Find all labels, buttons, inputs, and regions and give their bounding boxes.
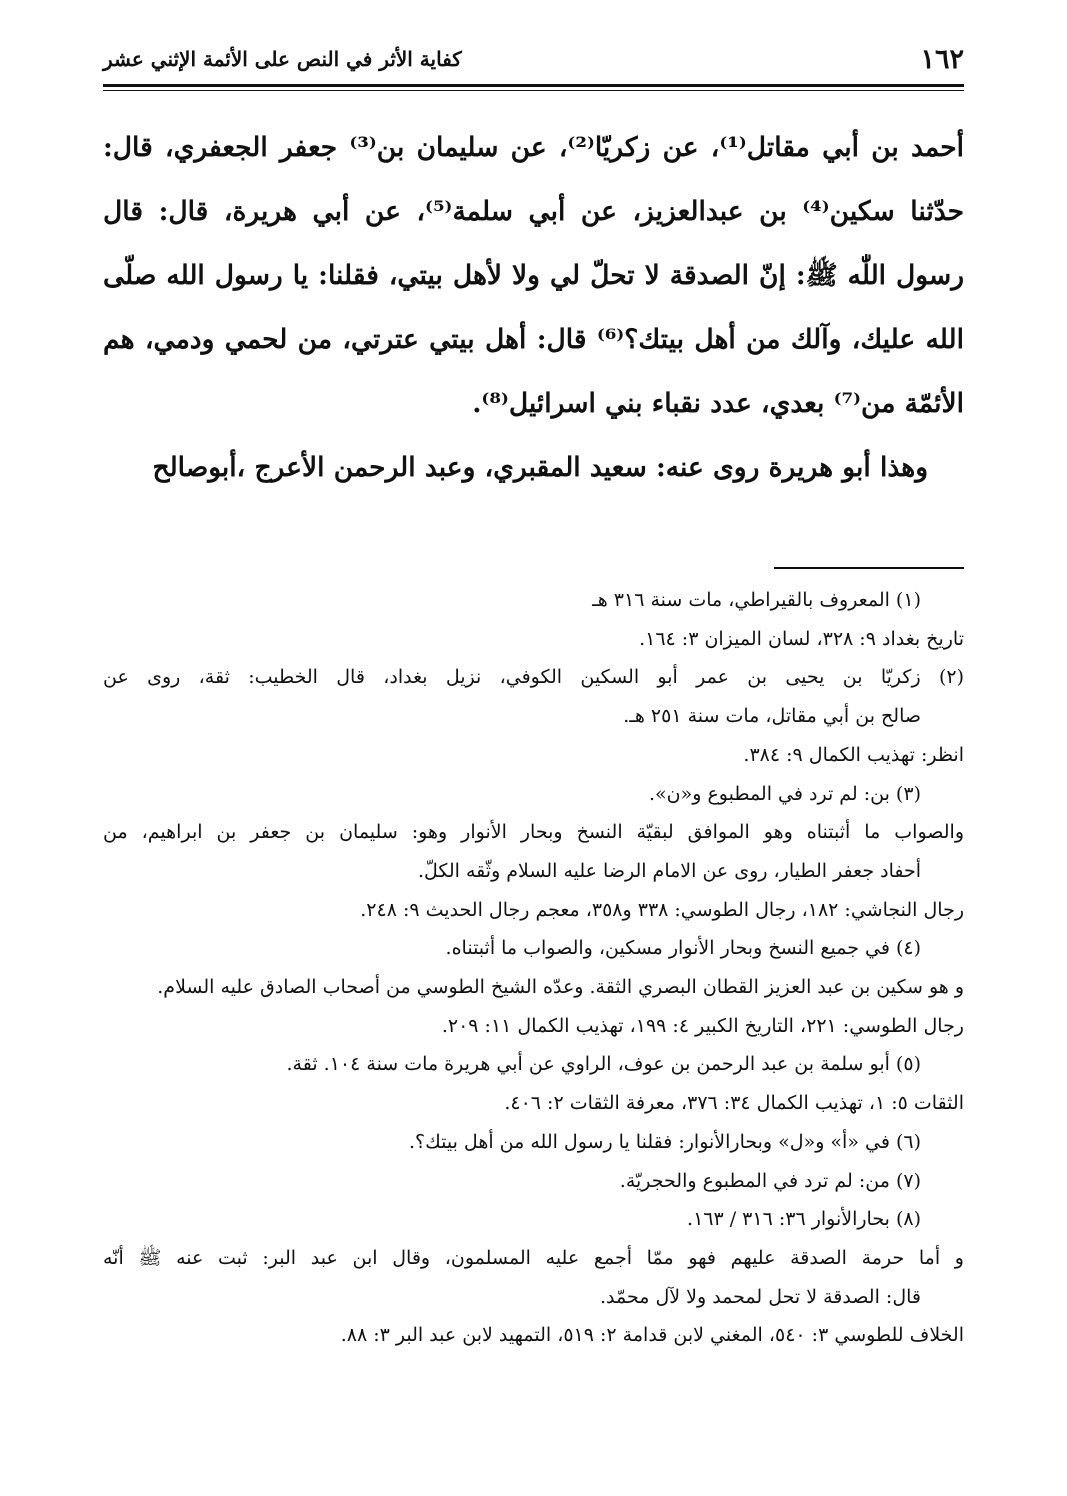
footnote-line: (٧) من: لم ترد في المطبوع والحجريّة. xyxy=(619,1169,921,1192)
footnote-line: أحفاد جعفر الطيار، روى عن الامام الرضا عليه السلام وثّقه الكلّ. xyxy=(417,859,921,882)
footnote-line: تاريخ بغداد ٩: ٣٢٨، لسان الميزان ٣: ١٦٤. xyxy=(639,627,964,650)
footnote-line: صالح بن أبي مقاتل، مات سنة ٢٥١ هـ. xyxy=(623,705,921,728)
footnote-line: الثقات ٥: ١، تهذيب الكمال ٣٤: ٣٧٦، معرفة الثقات ٢: ٤٠٦. xyxy=(504,1092,964,1115)
narrators-paragraph: وهذا أبو هريرة روى عنه: سعيد المقبري، وعبد الرحمن الأعرج ،أبوصالح xyxy=(152,452,928,483)
page-header xyxy=(103,36,964,82)
hadith-paragraph: أحمد بن أبي مقاتل⁽¹⁾، عن زكريّا⁽²⁾، عن سليمان بن⁽³⁾ جعفر الجعفري، قال: حدّثنا سكين⁽⁴⁾ بن عبدالعزيز، عن أبي سلمة⁽⁵⁾، عن أبي هريرة، قال: قال رسول اللّٰه ﷺ: إنّ الصدقة لا تحلّ لي ولا لأهل بيتي، فقلنا: يا رسول الله صلّى الله عليك، وآلك من أهل بيتك؟⁽⁶⁾ قال: أهل بيتي عترتي، من لحمي ودمي، هم الأئمّة من⁽⁷⁾ بعدي، عدد نقباء بني اسرائيل⁽⁸⁾. xyxy=(103,132,964,419)
footnote-separator xyxy=(774,567,964,569)
footnote-line: رجال الطوسي: ٢٢١، التاريخ الكبير ٤: ١٩٩، تهذيب الكمال ١١: ٢٠٩. xyxy=(441,1014,964,1037)
footnote-line: انظر: تهذيب الكمال ٩: ٣٨٤. xyxy=(743,743,964,766)
footnotes xyxy=(103,581,964,1355)
footnote-line: قال: الصدقة لا تحل لمحمد ولا لآل محمّد. xyxy=(599,1285,921,1308)
main-text xyxy=(103,116,964,500)
footnote-line: رجال النجاشي: ١٨٢، رجال الطوسي: ٣٣٨ و٣٥٨، معجم رجال الحديث ٩: ٢٤٨. xyxy=(360,898,964,921)
footnote-line: (٦) في «أ» و«ل» وبحارالأنوار: فقلنا يا رسول الله من أهل بيتك؟. xyxy=(409,1130,921,1153)
footnote-line: و أما حرمة الصدقة عليهم فهو ممّا أجمع عليه المسلمون، وقال ابن عبد البر: ثبت عنه ﷺ أنّه xyxy=(103,1246,964,1269)
page-number: ١٦٢ xyxy=(920,43,964,75)
footnote-line: (١) المعروف بالقيراطي، مات سنة ٣١٦ هـ xyxy=(592,589,921,611)
header-rule-thick xyxy=(103,84,964,87)
header-rule-thin xyxy=(103,90,964,91)
footnote-line: (٥) أبو سلمة بن عبد الرحمن بن عوف، الراوي عن أبي هريرة مات سنة ١٠٤. ثقة. xyxy=(286,1053,921,1076)
footnote-line: (٢) زكريّا بن يحيى بن عمر أبو السكين الكوفي، نزيل بغداد، قال الخطيب: ثقة، روى عن xyxy=(103,666,964,689)
running-title: كفاية الأثر في النص على الأئمة الإثني عشر xyxy=(103,47,462,71)
footnote-line: والصواب ما أثبتناه وهو الموافق لبقيّة النسخ وبحار الأنوار وهو: سليمان بن جعفر بن ابراهيم، من xyxy=(103,821,964,844)
footnote-line: و هو سكين بن عبد العزيز القطان البصري الثقة. وعدّه الشيخ الطوسي من أصحاب الصادق عليه السلام. xyxy=(157,976,964,999)
footnote-line: (٤) في جميع النسخ وبحار الأنوار مسكين، والصواب ما أثبتناه. xyxy=(445,937,921,960)
footnote-line: الخلاف للطوسي ٣: ٥٤٠، المغني لابن قدامة ٢: ٥١٩، التمهيد لابن عبد البر ٣: ٨٨. xyxy=(340,1324,964,1347)
footnote-line: (٨) بحارالأنوار ٣٦: ٣١٦ / ١٦٣. xyxy=(687,1208,921,1231)
footnote-line: (٣) بن: لم ترد في المطبوع و«ن». xyxy=(649,782,921,805)
